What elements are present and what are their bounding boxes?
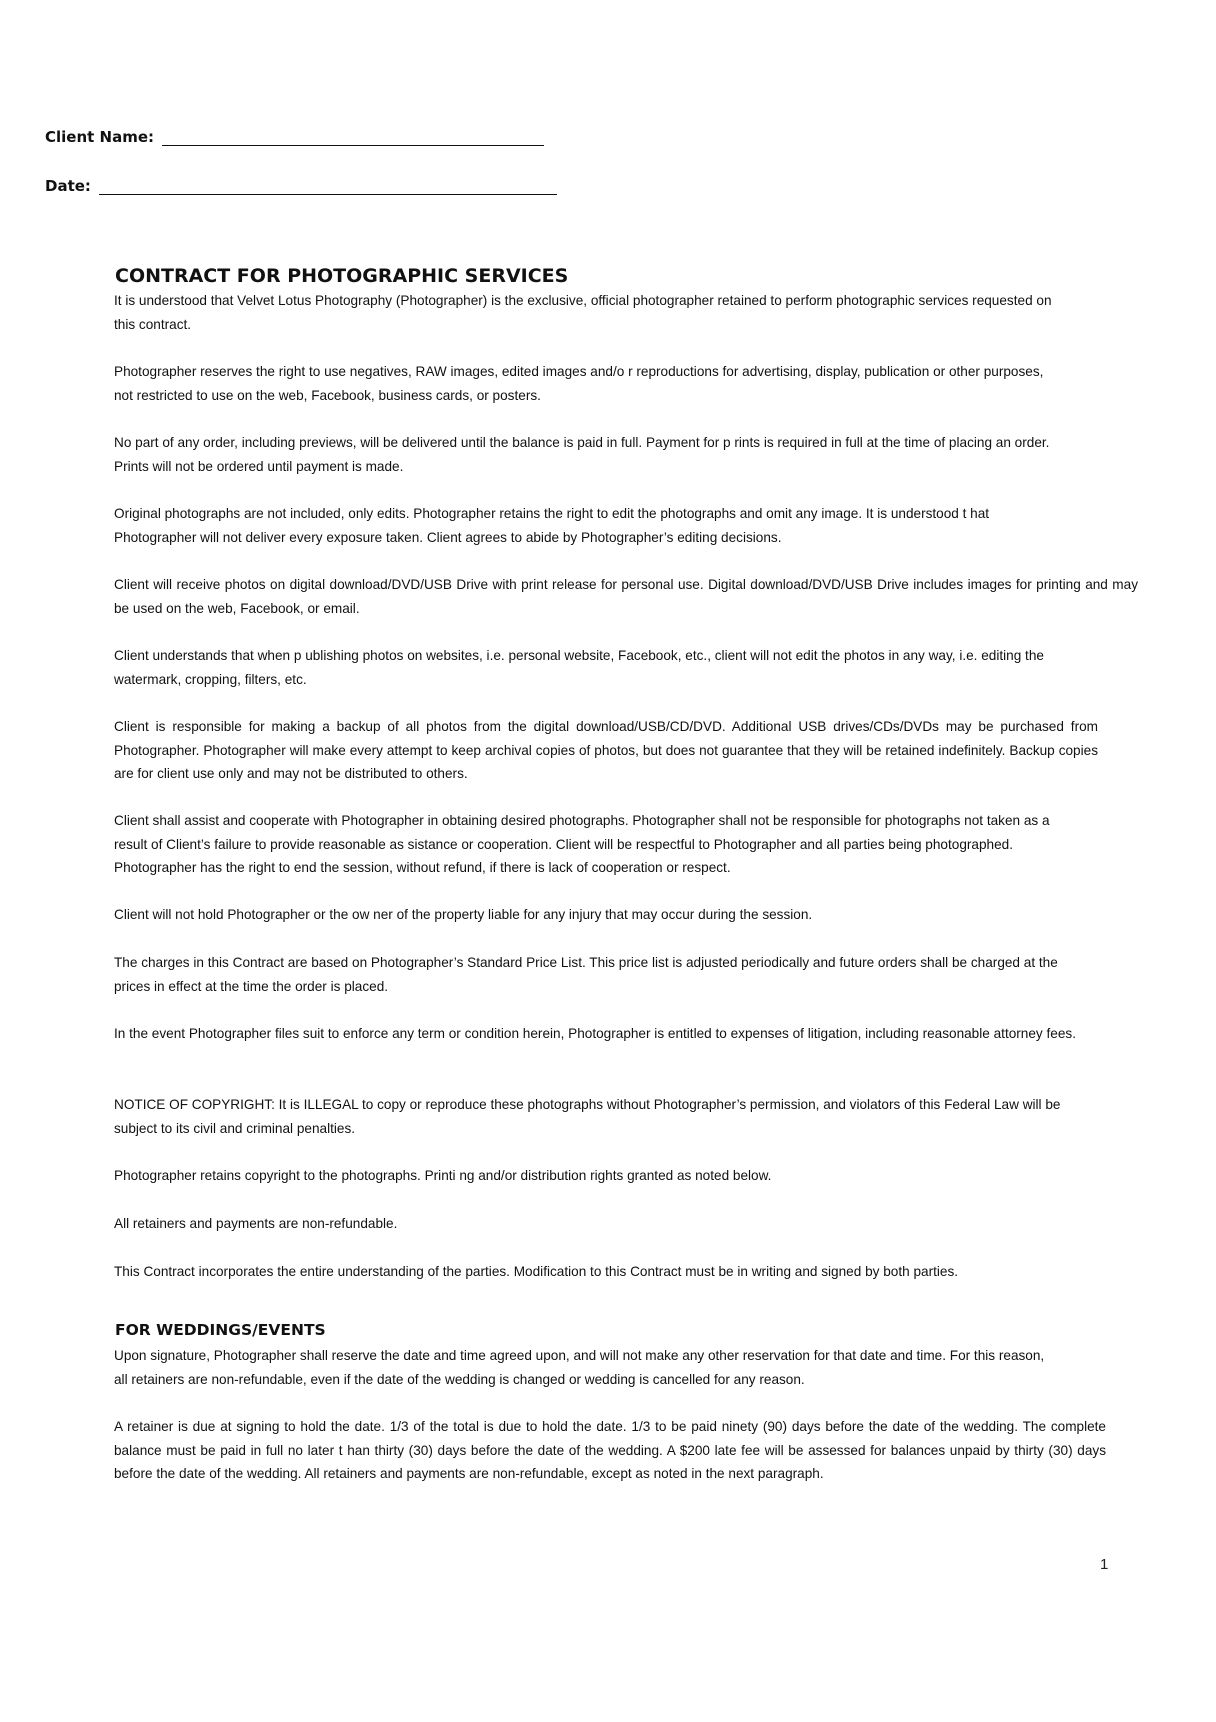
client-name-blank-line[interactable] [162, 130, 544, 146]
paragraph-publishing-photos: Client understands that when p ublishing photos on websites, i.e. personal website, Facebook, etc., client will not edit the photos in any way, i.e. editing the watermark, cropping, filters, etc. [114, 648, 1044, 687]
paragraph-price-list: The charges in this Contract are based on Photographer’s Standard Price List. This price list is adjusted periodically and future orders shall be charged at the prices in effect at the time the order is placed. [114, 955, 1058, 994]
client-name-label: Client Name: [45, 128, 155, 146]
paragraph-non-refundable: All retainers and payments are non-refundable. [114, 1216, 398, 1231]
paragraph-litigation: In the event Photographer files suit to enforce any term or condition herein, Photographer is entitled to expenses of litigation, including reasonable attorney fees. [114, 1026, 1076, 1041]
date-field[interactable] [45, 177, 557, 195]
contract-title: CONTRACT FOR PHOTOGRAPHIC SERVICES [115, 265, 569, 287]
page-number: 1 [1100, 1556, 1109, 1573]
paragraph-backup-responsibility: Client is responsible for making a backup of all photos from the digital download/USB/CD/DVD. Additional USB drives/CDs/DVDs may be purchased from Photographer. Photographer will make every attempt to keep archival copies of photos, but does not guarantee that they will be retained indefinitely. Backup copies are for client use only and may not be distributed to others. [114, 719, 1098, 781]
paragraph-date-reservation: Upon signature, Photographer shall reserve the date and time agreed upon, and will not make any other reservation for that date and time. For this reason, all retainers are non-refundable, even if the date of the wedding is changed or wedding is cancelled for any reason. [114, 1348, 1045, 1387]
paragraph-payment-delivery: No part of any order, including previews, will be delivered until the balance is paid in full. Payment for p rints is required in full at the time of placing an order. Prints will not be ordered until payment is made. [114, 435, 1050, 474]
paragraph-liability: Client will not hold Photographer or the ow ner of the property liable for any injury that may occur during the session. [114, 907, 813, 922]
paragraph-exclusive-photographer: It is understood that Velvet Lotus Photography (Photographer) is the exclusive, official photographer retained to perform photographic services requested on this contract. [114, 293, 1052, 332]
paragraph-copyright-notice: NOTICE OF COPYRIGHT: It is ILLEGAL to copy or reproduce these photographs without Photographer’s permission, and violators of this Federal Law will be subject to its civil and criminal penalties. [114, 1097, 1061, 1136]
paragraph-copyright-retained: Photographer retains copyright to the photographs. Printi ng and/or distribution rights granted as noted below. [114, 1168, 772, 1183]
date-blank-line[interactable] [99, 179, 557, 195]
paragraph-entire-understanding: This Contract incorporates the entire understanding of the parties. Modification to this Contract must be in writing and signed by both parties. [114, 1264, 959, 1279]
date-label: Date: [45, 177, 91, 195]
paragraph-retainer-schedule: A retainer is due at signing to hold the date. 1/3 of the total is due to hold the date. 1/3 to be paid ninety (90) days before the date of the wedding. The complete balance must be paid in full no later t han thirty (30) days before the date of the wedding. A $200 late fee will be assessed for balances unpaid by thirty (30) days before the date of the wedding. All retainers and payments are non-refundable, except as noted in the next paragraph. [114, 1419, 1106, 1481]
weddings-events-title: FOR WEDDINGS/EVENTS [115, 1321, 326, 1339]
paragraph-digital-delivery: Client will receive photos on digital download/DVD/USB Drive with print release for personal use. Digital download/DVD/USB Drive includes images for printing and may be used on the web, Facebook, or email. [114, 577, 1138, 616]
client-name-field[interactable] [45, 128, 544, 146]
paragraph-client-cooperation: Client shall assist and cooperate with Photographer in obtaining desired photographs. Photographer shall not be responsible for photographs not taken as a result of Client’s failure to provide reasonable as sistance or cooperation. Client will be respectful to Photographer and all parties being photographed. Photographer has the right to end the session, without refund, if there is lack of cooperation or respect. [114, 813, 1050, 875]
paragraph-editing-rights: Original photographs are not included, only edits. Photographer retains the right to edit the photographs and omit any image. It is understood t hat Photographer will not deliver every exposure taken. Client agrees to abide by Photographer’s editing decisions. [114, 506, 990, 545]
paragraph-usage-rights: Photographer reserves the right to use negatives, RAW images, edited images and/o r reproductions for advertising, display, publication or other purposes, not restricted to use on the web, Facebook, business cards, or posters. [114, 364, 1044, 403]
